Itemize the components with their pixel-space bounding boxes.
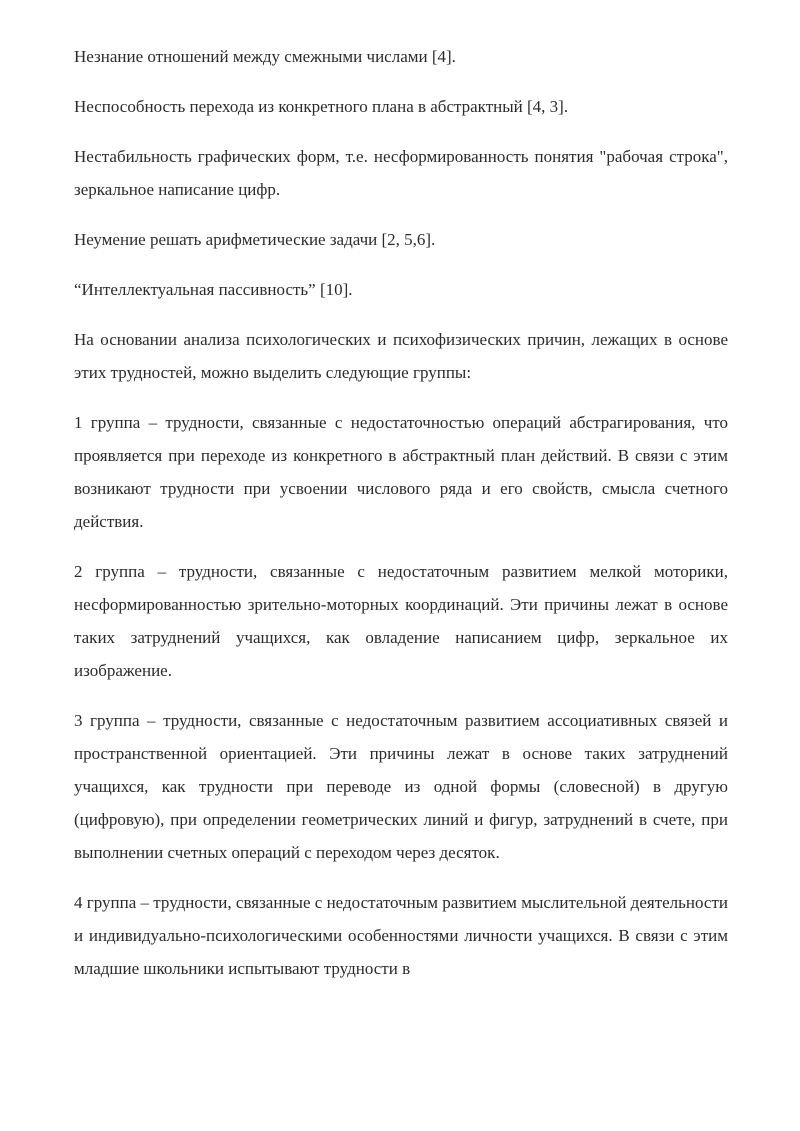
paragraph-abstract-transition: Неспособность перехода из конкретного плана в абстрактный [4, 3].: [74, 97, 569, 116]
paragraph-graphic-forms: Нестабильность графических форм, т.е. несформированность понятия "рабочая строка", зеркальное написание цифр.: [74, 147, 728, 199]
paragraph-group-3: 3 группа – трудности, связанные с недостаточным развитием ассоциативных связей и пространственной ориентацией. Эти причины лежат в основе таких затруднений учащихся, как трудности при переводе из одной формы (словесной) в другую (цифровую), при определении геометрических линий и фигур, затруднений в счете, при выполнении счетных операций с переходом через десяток.: [74, 711, 728, 862]
paragraph-group-1: 1 группа – трудности, связанные с недостаточностью операций абстрагирования, что проявляется при переходе из конкретного в абстрактный план действий. В связи с этим возникают трудности при усвоении числового ряда и его свойств, смысла счетного действия.: [74, 413, 728, 531]
paragraph-arithmetic-tasks: Неумение решать арифметические задачи [2, 5,6].: [74, 230, 436, 249]
paragraph-group-4: 4 группа – трудности, связанные с недостаточным развитием мыслительной деятельности и индивидуально-психологическими особенностями личности учащихся. В связи с этим младшие школьники испытывают трудности в: [74, 893, 728, 978]
paragraph-group-2: 2 группа – трудности, связанные с недостаточным развитием мелкой моторики, несформированностью зрительно-моторных координаций. Эти причины лежат в основе таких затруднений учащихся, как овладение написанием цифр, зеркальное их изображение.: [74, 562, 728, 680]
paragraph-adjacent-numbers: Незнание отношений между смежными числами [4].: [74, 47, 456, 66]
paragraph-intellectual-passivity: “Интеллектуальная пассивность” [10].: [74, 280, 353, 299]
paragraph-groups-intro: На основании анализа психологических и психофизических причин, лежащих в основе этих трудностей, можно выделить следующие группы:: [74, 330, 728, 382]
document-page: [74, 40, 728, 1002]
